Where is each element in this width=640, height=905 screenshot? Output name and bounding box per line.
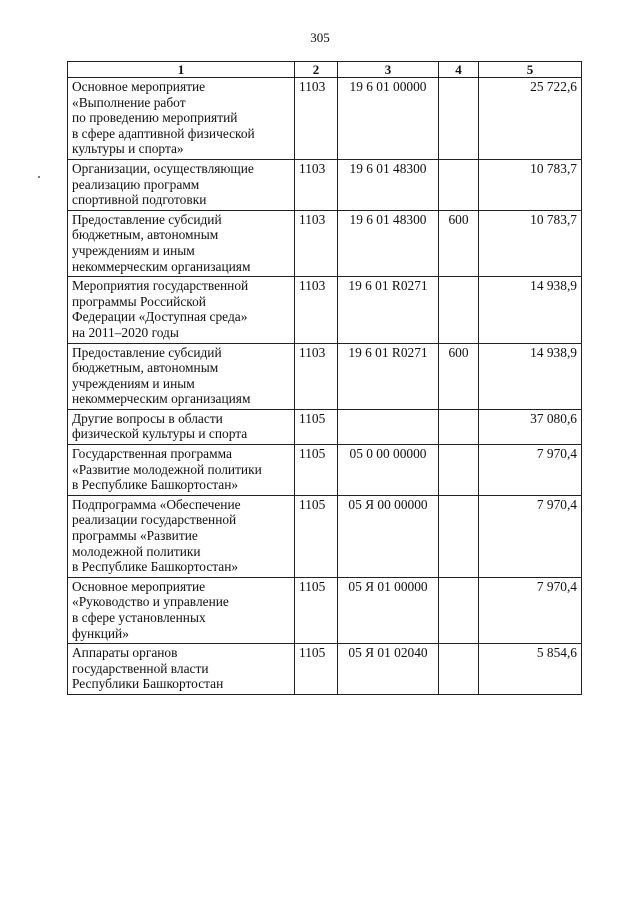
row-name-cell: Аппараты органов государственной власти Республики Башкортостан (68, 644, 295, 695)
section-code-cell: 1105 (295, 577, 338, 643)
section-code-cell: 1105 (295, 644, 338, 695)
table-row (68, 409, 582, 444)
expense-type-cell (439, 78, 479, 160)
row-name-cell: Государственная программа «Развитие молодежной политики в Республике Башкортостан» (68, 445, 295, 496)
section-code-cell: 1105 (295, 409, 338, 444)
column-header: 3 (338, 62, 439, 78)
target-code-cell: 05 0 00 00000 (338, 445, 439, 496)
row-name-cell: Подпрограмма «Обеспечение реализации государственной программы «Развитие молодежной политики в Республике Башкортостан» (68, 495, 295, 577)
target-code-cell (338, 409, 439, 444)
column-header: 2 (295, 62, 338, 78)
scan-speck (38, 176, 40, 178)
amount-cell: 10 783,7 (479, 210, 582, 276)
target-code-cell: 05 Я 01 02040 (338, 644, 439, 695)
amount-cell: 37 080,6 (479, 409, 582, 444)
table-row (68, 445, 582, 496)
column-header: 4 (439, 62, 479, 78)
table-row (68, 644, 582, 695)
row-name-cell: Предоставление субсидий бюджетным, автономным учреждениям и иным некоммерческим организациям (68, 210, 295, 276)
row-name-cell: Основное мероприятие «Выполнение работ по проведению мероприятий в сфере адаптивной физической культуры и спорта» (68, 78, 295, 160)
target-code-cell: 19 6 01 R0271 (338, 343, 439, 409)
amount-cell: 7 970,4 (479, 495, 582, 577)
section-code-cell: 1103 (295, 343, 338, 409)
target-code-cell: 19 6 01 00000 (338, 78, 439, 160)
table-row (68, 343, 582, 409)
row-name-cell: Другие вопросы в области физической культуры и спорта (68, 409, 295, 444)
table-row (68, 78, 582, 160)
expense-type-cell: 600 (439, 343, 479, 409)
target-code-cell: 19 6 01 R0271 (338, 277, 439, 343)
target-code-cell: 05 Я 00 00000 (338, 495, 439, 577)
amount-cell: 7 970,4 (479, 577, 582, 643)
amount-cell: 5 854,6 (479, 644, 582, 695)
table-header-row (68, 62, 582, 78)
table-row (68, 210, 582, 276)
expense-type-cell (439, 159, 479, 210)
table-body (68, 78, 582, 695)
section-code-cell: 1103 (295, 277, 338, 343)
column-header: 1 (68, 62, 295, 78)
row-name-cell: Организации, осуществляющие реализацию программ спортивной подготовки (68, 159, 295, 210)
expense-type-cell (439, 644, 479, 695)
expense-type-cell (439, 577, 479, 643)
expense-type-cell (439, 445, 479, 496)
target-code-cell: 19 6 01 48300 (338, 159, 439, 210)
row-name-cell: Мероприятия государственной программы Российской Федерации «Доступная среда» на 2011–2020 годы (68, 277, 295, 343)
row-name-cell: Предоставление субсидий бюджетным, автономным учреждениям и иным некоммерческим организациям (68, 343, 295, 409)
table-row (68, 277, 582, 343)
target-code-cell: 05 Я 01 00000 (338, 577, 439, 643)
target-code-cell: 19 6 01 48300 (338, 210, 439, 276)
page-number: 305 (310, 30, 330, 45)
expense-type-cell (439, 409, 479, 444)
budget-table (67, 61, 582, 695)
amount-cell: 10 783,7 (479, 159, 582, 210)
section-code-cell: 1105 (295, 445, 338, 496)
section-code-cell: 1103 (295, 78, 338, 160)
row-name-cell: Основное мероприятие «Руководство и управление в сфере установленных функций» (68, 577, 295, 643)
amount-cell: 14 938,9 (479, 277, 582, 343)
amount-cell: 14 938,9 (479, 343, 582, 409)
column-header: 5 (479, 62, 582, 78)
table-row (68, 577, 582, 643)
expense-type-cell (439, 495, 479, 577)
section-code-cell: 1103 (295, 210, 338, 276)
section-code-cell: 1103 (295, 159, 338, 210)
expense-type-cell (439, 277, 479, 343)
amount-cell: 7 970,4 (479, 445, 582, 496)
table-row (68, 159, 582, 210)
expense-type-cell: 600 (439, 210, 479, 276)
amount-cell: 25 722,6 (479, 78, 582, 160)
section-code-cell: 1105 (295, 495, 338, 577)
table-row (68, 495, 582, 577)
